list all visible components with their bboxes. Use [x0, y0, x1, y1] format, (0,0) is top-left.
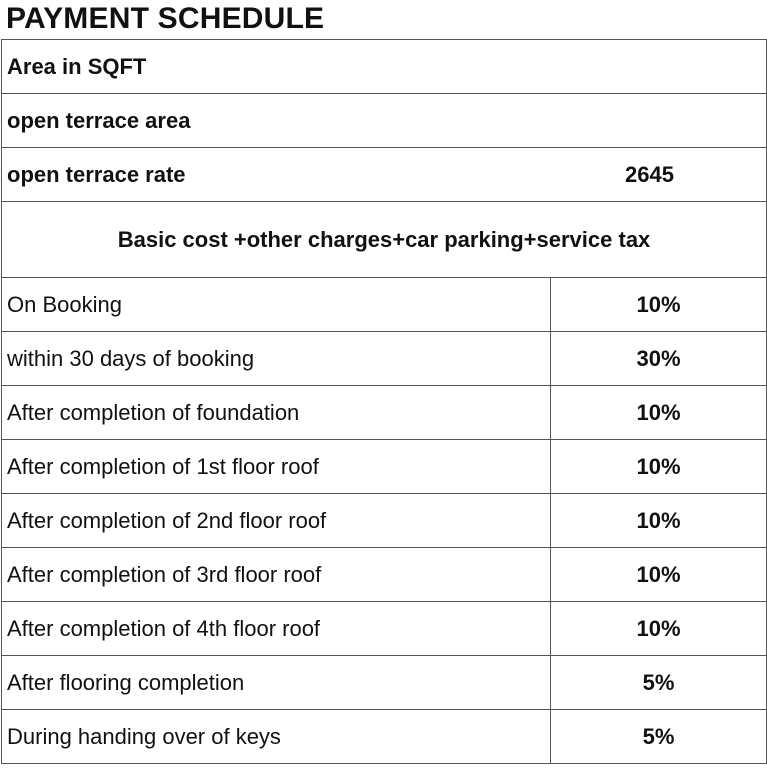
- stage-percent: 30%: [551, 332, 767, 386]
- stage-label: After completion of 1st floor roof: [2, 440, 551, 494]
- stage-percent: 5%: [551, 656, 767, 710]
- stage-percent: 10%: [551, 278, 767, 332]
- terrace-rate-row: [2, 148, 767, 202]
- stage-label: On Booking: [2, 278, 551, 332]
- basic-cost-row: [2, 202, 767, 278]
- payment-schedule-table: [1, 39, 767, 764]
- table-row: [2, 332, 767, 386]
- stage-percent: 10%: [551, 440, 767, 494]
- stage-label: within 30 days of booking: [2, 332, 551, 386]
- stage-label: After completion of 4th floor roof: [2, 602, 551, 656]
- stage-percent: 10%: [551, 602, 767, 656]
- terrace-rate-label: open terrace rate: [7, 161, 186, 187]
- table-row: [2, 278, 767, 332]
- terrace-rate-cell: [2, 148, 767, 202]
- stage-percent: 5%: [551, 710, 767, 764]
- page-title: PAYMENT SCHEDULE: [6, 2, 325, 35]
- stage-label: After completion of foundation: [2, 386, 551, 440]
- stage-label: After completion of 3rd floor roof: [2, 548, 551, 602]
- basic-cost-text: Basic cost +other charges+car parking+service tax: [2, 202, 767, 278]
- stage-label: During handing over of keys: [2, 710, 551, 764]
- area-label: Area in SQFT: [2, 40, 767, 94]
- stage-percent: 10%: [551, 494, 767, 548]
- stage-percent: 10%: [551, 548, 767, 602]
- table-row: [2, 710, 767, 764]
- table-row: [2, 656, 767, 710]
- area-row: [2, 40, 767, 94]
- stage-percent: 10%: [551, 386, 767, 440]
- stage-label: After flooring completion: [2, 656, 551, 710]
- table-row: [2, 386, 767, 440]
- table-row: [2, 548, 767, 602]
- terrace-rate-value: 2645: [625, 161, 674, 187]
- terrace-area-label: open terrace area: [2, 94, 767, 148]
- table-row: [2, 494, 767, 548]
- stage-label: After completion of 2nd floor roof: [2, 494, 551, 548]
- terrace-area-row: [2, 94, 767, 148]
- table-row: [2, 440, 767, 494]
- table-row: [2, 602, 767, 656]
